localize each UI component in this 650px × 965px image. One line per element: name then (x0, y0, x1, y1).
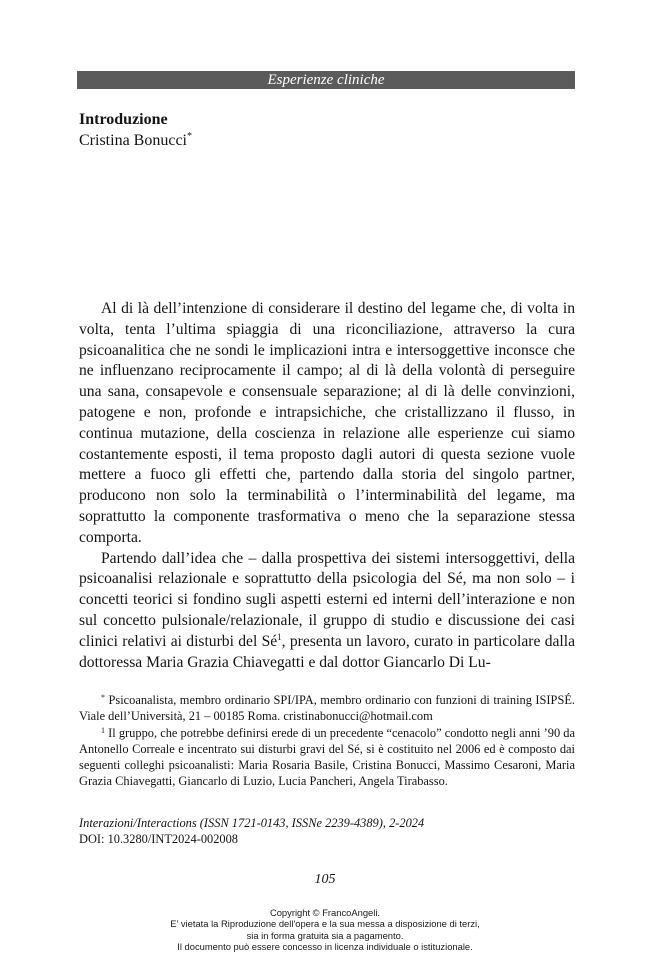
footnote-mark: * (101, 693, 105, 702)
section-title: Esperienze cliniche (267, 72, 385, 88)
body-paragraph-1: Al di là dell’intenzione di considerare il destino del legame che, di volta in volta, tenta l’ultima spiaggia di una riconciliazione, attraverso la cura psicoanalitica che ne sondi le implicazioni intra e intersoggettive inconsce che ne influenzano reciprocamente il campo; al di là della volontà di perseguire una sana, consapevole e consensuale separazione; al di là delle convinzioni, patogene e non, profonde e intrapsichiche, che cristallizzano il flusso, in continua mutazione, della coscienza in relazione alle esperienze cui siamo costantemente esposti, il tema proposto dagli autori di questa sezione vuole mettere a fuoco gli effetti che, partendo dalla storia del singolo partner, producono non solo la terminabilità o l’interminabilità del legame, ma soprattutto la componente trasformativa o meno che la separazione stessa comporta. (79, 300, 575, 546)
footnote-author (79, 692, 575, 725)
paragraph-2-text-b: , presenta un lavoro, curato in particolare dalla dottoressa Maria Grazia Chiavegatti e dal dottor Giancarlo Di Lu- (79, 632, 575, 671)
body-paragraph-2 (79, 549, 575, 674)
author-name: Cristina Bonucci (79, 132, 187, 149)
article-body (79, 299, 575, 673)
article-title: Introduzione (79, 111, 168, 128)
journal-reference: Interazioni/Interactions (ISSN 1721-0143, ISSNe 2239-4389), 2-2024 (79, 816, 425, 830)
doi: DOI: 10.3280/INT2024-002008 (79, 832, 238, 847)
copyright-line: Copyright © FrancoAngeli. (269, 907, 381, 918)
article-author (79, 131, 192, 151)
footnotes (79, 692, 575, 790)
copyright-line: sia in forma gratuita sia a pagamento. (246, 929, 404, 941)
copyright-line: Il documento può essere concesso in licenza individuale o istituzionale. (177, 941, 473, 953)
author-footnote-mark: * (186, 131, 192, 142)
journal-citation (79, 815, 424, 848)
footnote-text: Il gruppo, che potrebbe definirsi erede di un precedente “cenacolo” condotto negli anni ’90 da Antonello Correale e incentrato sui disturbi gravi del Sé, si è costituito nel 2006 ed è composto dai seguenti colleghi psicoanalisti: Maria Rosaria Basile, Cristina Bonucci, Massimo Cesaroni, Maria Grazia Chiavegatti, Giancarlo di Luzio, Lucia Pancheri, Angela Tirabasso. (79, 725, 575, 789)
section-header (77, 71, 575, 89)
copyright-notice (0, 907, 650, 953)
footnote-1 (79, 725, 575, 790)
copyright-line: E’ vietata la Riproduzione dell'opera e la sua messa a disposizione di terzi, (170, 918, 480, 930)
paragraph-2-text-a: Partendo dall’idea che – dalla prospettiva dei sistemi intersoggettivi, della psicoanalisi relazionale e soprattutto della psicologia del Sé, ma non solo – i concetti teorici si fondino sugli aspetti esterni ed interni dell’interazione e non sul concetto pulsionale/relazionale, il gruppo di studio e discussione dei casi clinici relativi ai disturbi del Sé (79, 549, 575, 650)
page-number: 105 (314, 872, 336, 887)
footnote-mark: 1 (101, 725, 105, 735)
footnote-ref-1: 1 (277, 631, 282, 642)
footnote-text: Psicoanalista, membro ordinario SPI/IPA, membro ordinario con funzioni di training ISIPSÉ. Viale dell’Università, 21 – 00185 Roma. cristinabonucci@hotmail.com (79, 693, 575, 724)
